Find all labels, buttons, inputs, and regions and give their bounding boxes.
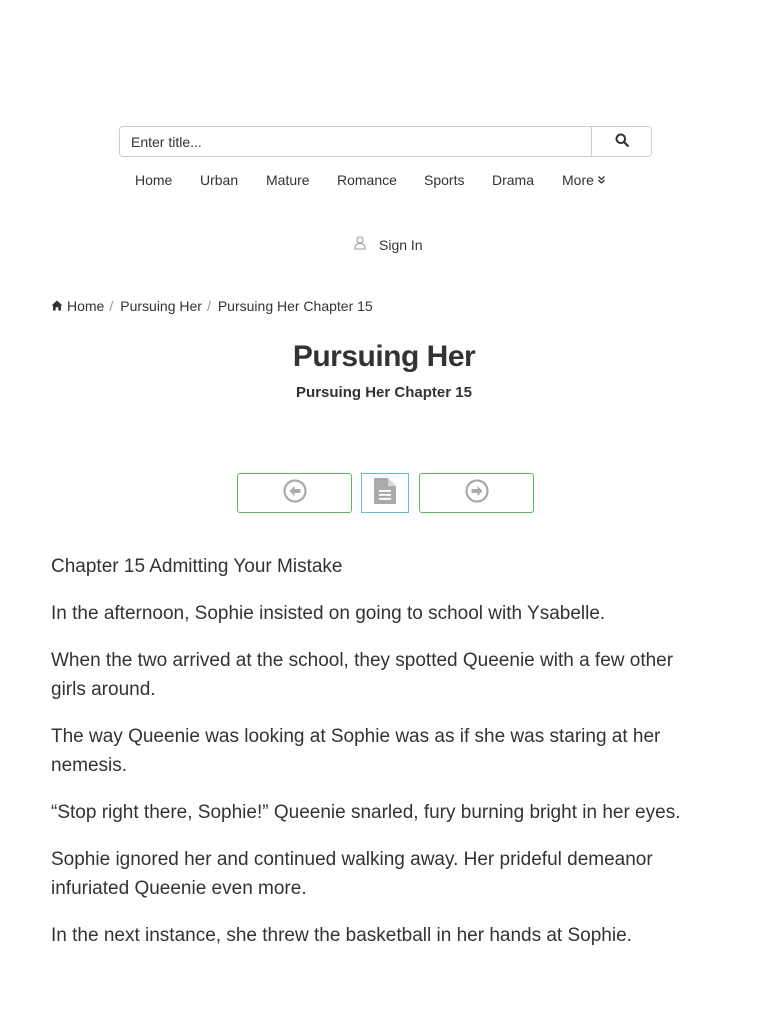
nav-item-urban[interactable]: Urban bbox=[200, 172, 239, 188]
arrow-circle-left-icon bbox=[283, 479, 307, 508]
nav-more-label: More bbox=[562, 172, 594, 188]
breadcrumb-separator: / bbox=[206, 298, 211, 314]
sign-in-link[interactable] bbox=[354, 236, 423, 253]
chapter-paragraph: Sophie ignored her and continued walking away. Her prideful demeanor infuriated Queenie even more. bbox=[51, 849, 653, 899]
chapter-paragraph: In the afternoon, Sophie insisted on going to school with Ysabelle. bbox=[51, 603, 606, 624]
chapter-paragraph: In the next instance, she threw the basketball in her hands at Sophie. bbox=[51, 925, 632, 946]
main-nav bbox=[0, 172, 768, 192]
book-title[interactable]: Pursuing Her bbox=[292, 340, 476, 373]
search-button[interactable] bbox=[591, 127, 651, 156]
nav-item-sports[interactable]: Sports bbox=[424, 172, 465, 188]
breadcrumb-home[interactable] bbox=[51, 298, 104, 314]
double-chevron-down-icon bbox=[597, 172, 606, 188]
breadcrumb-separator: / bbox=[109, 298, 114, 314]
breadcrumb-book[interactable]: Pursuing Her bbox=[120, 298, 202, 314]
home-icon bbox=[51, 298, 63, 314]
chapter-paragraph: “Stop right there, Sophie!” Queenie snarled, fury burning bright in her eyes. bbox=[51, 802, 681, 823]
document-icon bbox=[373, 477, 397, 510]
breadcrumb bbox=[51, 298, 373, 314]
nav-item-more[interactable] bbox=[562, 172, 606, 188]
nav-item-romance[interactable]: Romance bbox=[337, 172, 397, 188]
table-of-contents-button[interactable] bbox=[361, 473, 409, 513]
chapter-paragraph: The way Queenie was looking at Sophie was as if she was staring at her nemesis. bbox=[51, 726, 661, 776]
nav-item-home[interactable]: Home bbox=[135, 172, 173, 188]
breadcrumb-current: Pursuing Her Chapter 15 bbox=[217, 298, 373, 314]
nav-item-drama[interactable]: Drama bbox=[492, 172, 535, 188]
search-bar bbox=[119, 126, 652, 157]
previous-chapter-button[interactable] bbox=[237, 473, 352, 513]
breadcrumb-home-label: Home bbox=[67, 298, 105, 314]
search-icon bbox=[615, 133, 629, 150]
chapter-content bbox=[51, 552, 711, 968]
chapter-paragraph: When the two arrived at the school, they spotted Queenie with a few other girls around. bbox=[51, 650, 674, 700]
chapter-heading: Chapter 15 Admitting Your Mistake bbox=[51, 556, 343, 577]
user-icon bbox=[354, 236, 366, 253]
sign-in-label: Sign In bbox=[379, 236, 423, 253]
chapter-subtitle: Pursuing Her Chapter 15 bbox=[296, 384, 472, 401]
next-chapter-button[interactable] bbox=[419, 473, 534, 513]
nav-item-mature[interactable]: Mature bbox=[266, 172, 310, 188]
search-input[interactable] bbox=[120, 127, 591, 156]
arrow-circle-right-icon bbox=[465, 479, 489, 508]
